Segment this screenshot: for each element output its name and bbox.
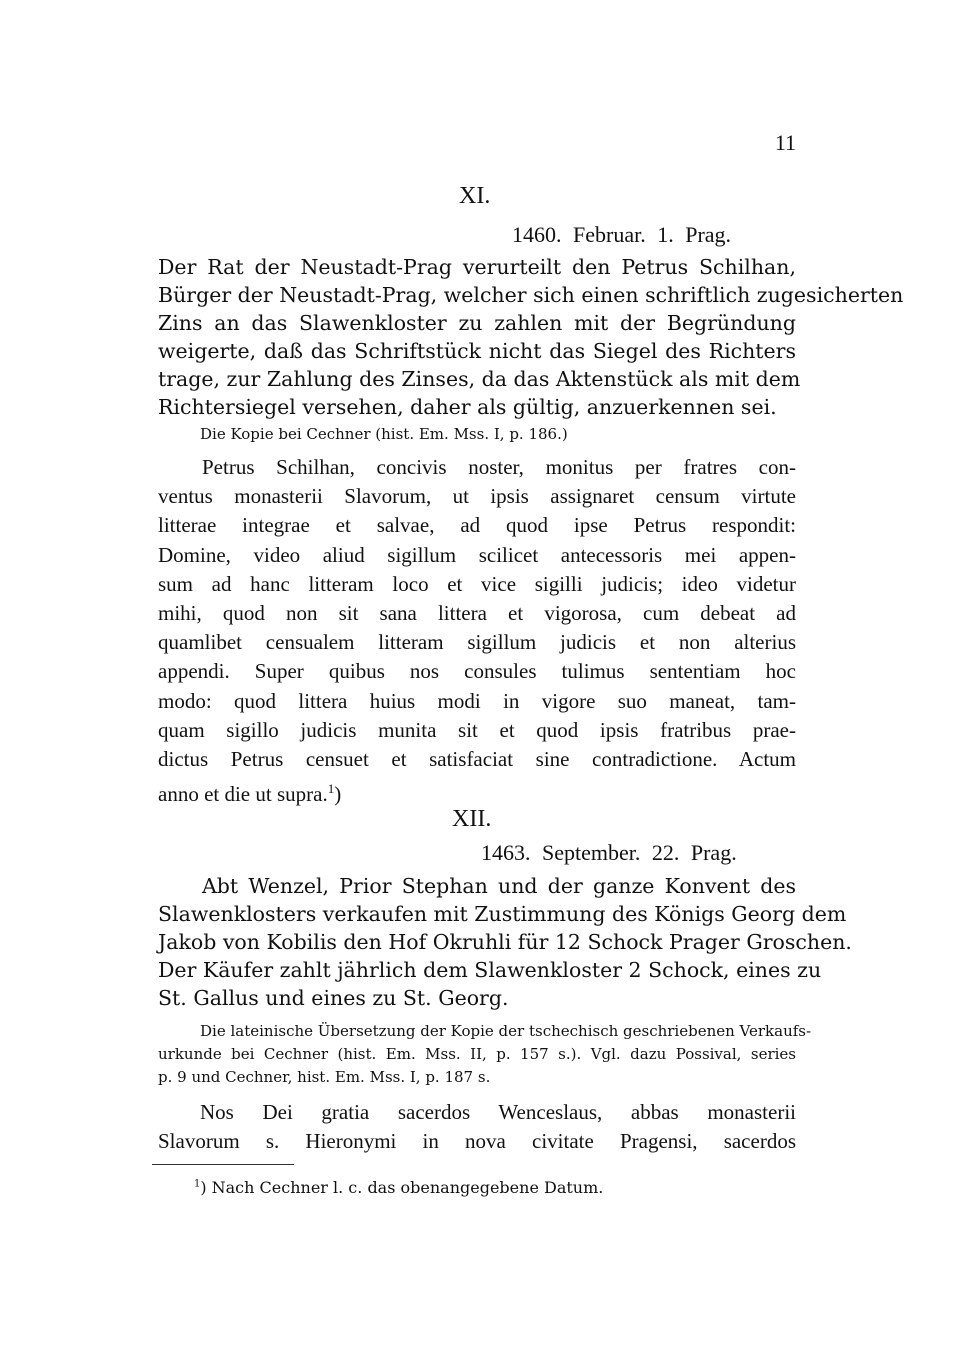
note-line: p. 9 und Cechner, hist. Em. Mss. I, p. 187 s. [158, 1068, 491, 1086]
source-note: Die Kopie bei Cechner (hist. Em. Mss. I, p. 186.) [200, 425, 568, 443]
document-summary [158, 253, 904, 421]
note-line: Die lateinische Übersetzung der Kopie der tschechisch geschriebenen Verkaufs- [200, 1022, 812, 1040]
summary-line: Richtersiegel versehen, daher als gültig, anzuerkennen sei. [158, 395, 777, 419]
summary-line: trage, zur Zahlung des Zinses, da das Aktenstück als mit dem [158, 367, 801, 391]
summary-line: St. Gallus und eines zu St. Georg. [158, 986, 509, 1010]
footnote-divider [152, 1164, 294, 1165]
document-summary [158, 872, 852, 1012]
text-line: ventus monasterii Slavorum, ut ipsis assignaret censum virtute [158, 484, 796, 509]
footnote-reference: 1 [327, 781, 335, 797]
summary-line: Abt Wenzel, Prior Stephan und der ganze Konvent des [202, 874, 796, 898]
footnote-marker: 1 [194, 1178, 201, 1190]
summary-line: weigerte, daß das Schriftstück nicht das Siegel des Richters [158, 339, 796, 363]
page-number: 11 [774, 130, 796, 155]
summary-line: Slawenklosters verkaufen mit Zustimmung des Königs Georg dem [158, 902, 847, 926]
summary-line: Der Rat der Neustadt-Prag verurteilt den Petrus Schilhan, [158, 255, 796, 279]
latin-text [158, 453, 796, 807]
text-line [158, 774, 796, 807]
text-line: litterae integrae et salvae, ad quod ipse Petrus respondit: [158, 513, 796, 538]
document-numeral: XII. [452, 806, 492, 832]
text-line: Petrus Schilhan, concivis noster, monitus per fratres con- [202, 455, 796, 479]
summary-line: Jakob von Kobilis den Hof Okruhli für 12 Schock Prager Groschen. [158, 930, 852, 954]
note-line: urkunde bei Cechner (hist. Em. Mss. II, p. 157 s.). Vgl. dazu Possival, series [158, 1045, 796, 1063]
text-line: Nos Dei gratia sacerdos Wenceslaus, abbas monasterii [200, 1100, 796, 1124]
source-note [158, 1020, 812, 1089]
text-line: appendi. Super quibus nos consules tulimus sententiam hoc [158, 659, 796, 684]
summary-line: Bürger der Neustadt-Prag, welcher sich einen schriftlich zugesicherten [158, 283, 904, 307]
text-line: Domine, video aliud sigillum scilicet antecessoris mei appen- [158, 542, 796, 567]
document-numeral: XI. [459, 183, 491, 209]
summary-line: Der Käufer zahlt jährlich dem Slawenkloster 2 Schock, eines zu [158, 958, 822, 982]
document-date: 1460. Februar. 1. Prag. [512, 222, 732, 247]
text-line: sum ad hanc litteram loco et vice sigilli judicis; ideo videtur [158, 571, 796, 596]
document-date: 1463. September. 22. Prag. [481, 840, 737, 865]
footnote-text: Nach Cechner l. c. das obenangegebene Datum. [211, 1178, 604, 1197]
text-line: quamlibet censualem litteram sigillum judicis et non alterius [158, 630, 796, 655]
text-line: mihi, quod non sit sana littera et vigorosa, cum debeat ad [158, 600, 796, 625]
text-line: modo: quod littera huius modi in vigore suo maneat, tam- [158, 688, 796, 713]
footnote: $^1$) Nach Cechner l. c. das obenangegebene Datum. [194, 1178, 604, 1197]
latin-text [158, 1098, 796, 1156]
summary-line: Zins an das Slawenkloster zu zahlen mit der Begründung [158, 311, 796, 335]
footnote-reference-paren: ) [334, 782, 342, 807]
text-line: quam sigillo judicis munita sit et quod ipsis fratribus prae- [158, 717, 796, 742]
text-line: dictus Petrus censuet et satisfaciat sine contradictione. Actum [158, 746, 796, 771]
text-line: Slavorum s. Hieronymi in nova civitate Pragensi, sacerdos [158, 1129, 796, 1154]
text-line-content: anno et die ut supra. [158, 782, 328, 807]
